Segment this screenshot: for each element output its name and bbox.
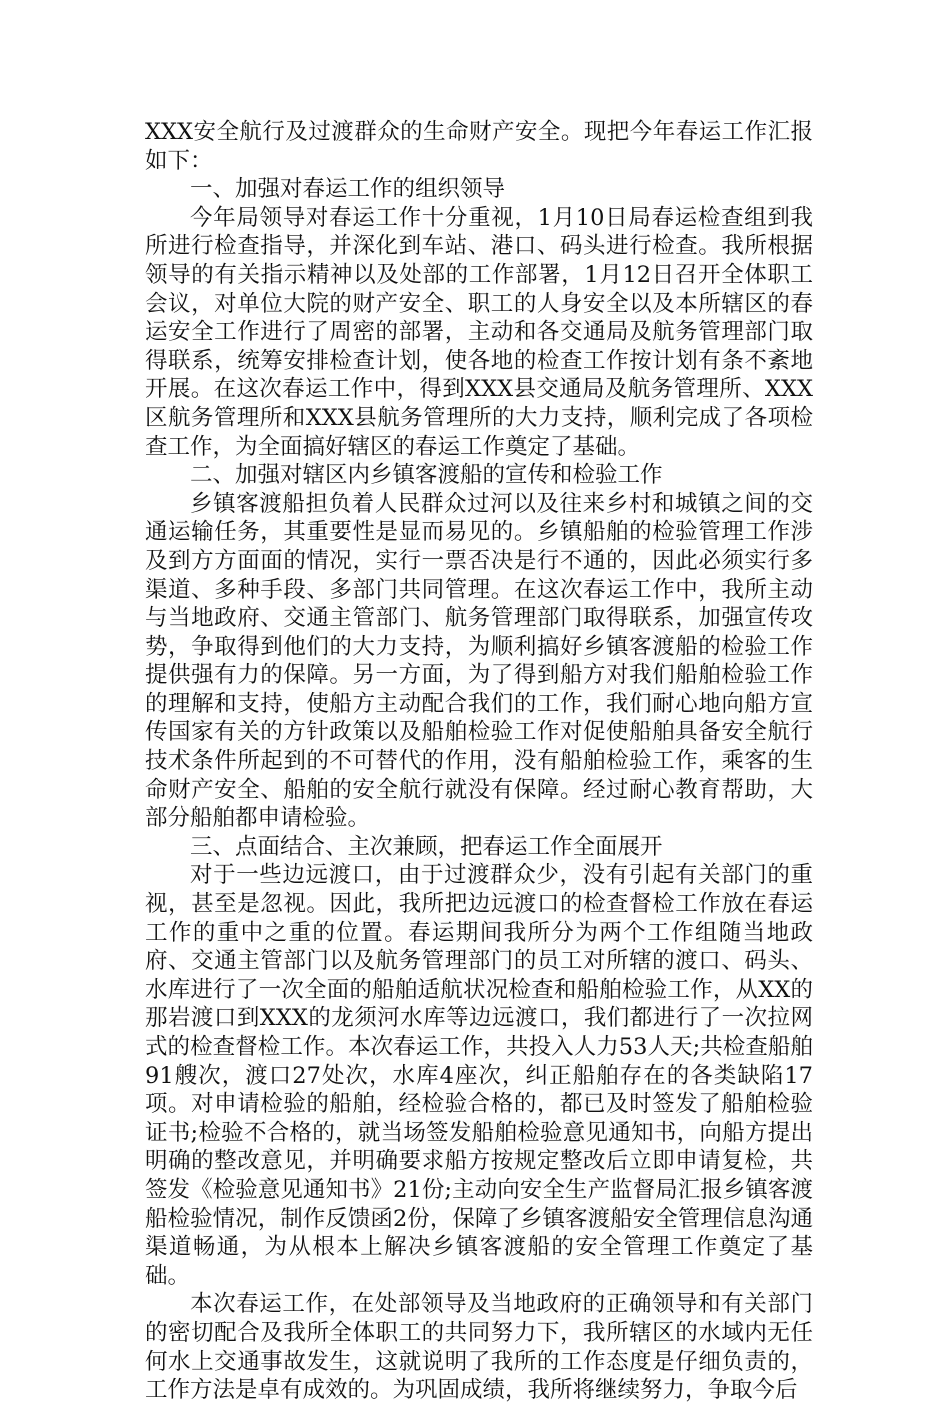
section-heading-3: 三、点面结合、主次兼顾，把春运工作全面展开 — [190, 833, 663, 860]
section-1-paragraph: 今年局领导对春运工作十分重视，1月10日局春运检查组到我所进行检查指导，并深化到车站、港口、码头进行检查。我所根据领导的有关指示精神以及处部的工作部署，1月12日召开全体职工会议，对单位大院的财产安全、职工的人身安全以及本所辖区的春运安全工作进行了周密的部署，主动和各交通局及航务管理部门取得联系，统筹安排检查计划，使各地的检查工作按计划有条不紊地开展。在这次春运工作中，得到XXX县交通局及航务管理所、XXX区航务管理所和XXX县航务管理所的大力支持，顺利完成了各项检查工作，为全面搞好辖区的春运工作奠定了基础。 — [145, 204, 813, 460]
conclusion-paragraph: 本次春运工作，在处部领导及当地政府的正确领导和有关部门的密切配合及我所全体职工的共同努力下，我所辖区的水域内无任何水上交通事故发生，这就说明了我所的工作态度是仔细负责的，工作方法是卓有成效的。为巩固成绩，我所将继续努力，争取今后 — [145, 1291, 813, 1404]
section-3-paragraph: 对于一些边远渡口，由于过渡群众少，没有引起有关部门的重视，甚至是忽视。因此，我所把边远渡口的检查督检工作放在春运工作的重中之重的位置。春运期间我所分为两个工作组随当地政府、交通主管部门以及航务管理部门的员工对所辖的渡口、码头、水库进行了一次全面的船舶适航状况检查和船舶检验工作，从XX的那岩渡口到XXX的龙须河水库等边远渡口，我们都进行了一次拉网式的检查督检工作。本次春运工作，共投入人力53人天;共检查船舶91艘次，渡口27处次，水库4座次，纠正船舶存在的各类缺陷17项。对申请检验的船舶，经检验合格的，都已及时签发了船舶检验证书;检验不合格的，就当场签发船舶检验意见通知书，向船方提出明确的整改意见，并明确要求船方按规定整改后立即申请复检，共签发《检验意见通知书》21份;主动向安全生产监督局汇报乡镇客渡船检验情况，制作反馈函2份，保障了乡镇客渡船安全管理信息沟通渠道畅通，为从根本上解决乡镇客渡船的安全管理工作奠定了基础。 — [145, 862, 813, 1289]
document-body — [145, 118, 813, 1405]
section-2-paragraph: 乡镇客渡船担负着人民群众过河以及往来乡村和城镇之间的交通运输任务，其重要性是显而易见的。乡镇船舶的检验管理工作涉及到方方面面的情况，实行一票否决是行不通的，因此必须实行多渠道、多种手段、多部门共同管理。在这次春运工作中，我所主动与当地政府、交通主管部门、航务管理部门取得联系，加强宣传攻势，争取得到他们的大力支持，为顺利搞好乡镇客渡船的检验工作提供强有力的保障。另一方面，为了得到船方对我们船舶检验工作的理解和支持，使船方主动配合我们的工作，我们耐心地向船方宣传国家有关的方针政策以及船舶检验工作对促使船舶具备安全航行技术条件所起到的不可替代的作用，没有船舶检验工作，乘客的生命财产安全、船舶的安全航行就没有保障。经过耐心教育帮助，大部分船舶都申请检验。 — [145, 490, 813, 832]
intro-paragraph: XXX安全航行及过渡群众的生命财产安全。现把今年春运工作汇报如下： — [145, 119, 813, 174]
section-heading-2: 二、加强对辖区内乡镇客渡船的宣传和检验工作 — [190, 462, 663, 489]
section-heading-1: 一、加强对春运工作的组织领导 — [190, 176, 506, 203]
